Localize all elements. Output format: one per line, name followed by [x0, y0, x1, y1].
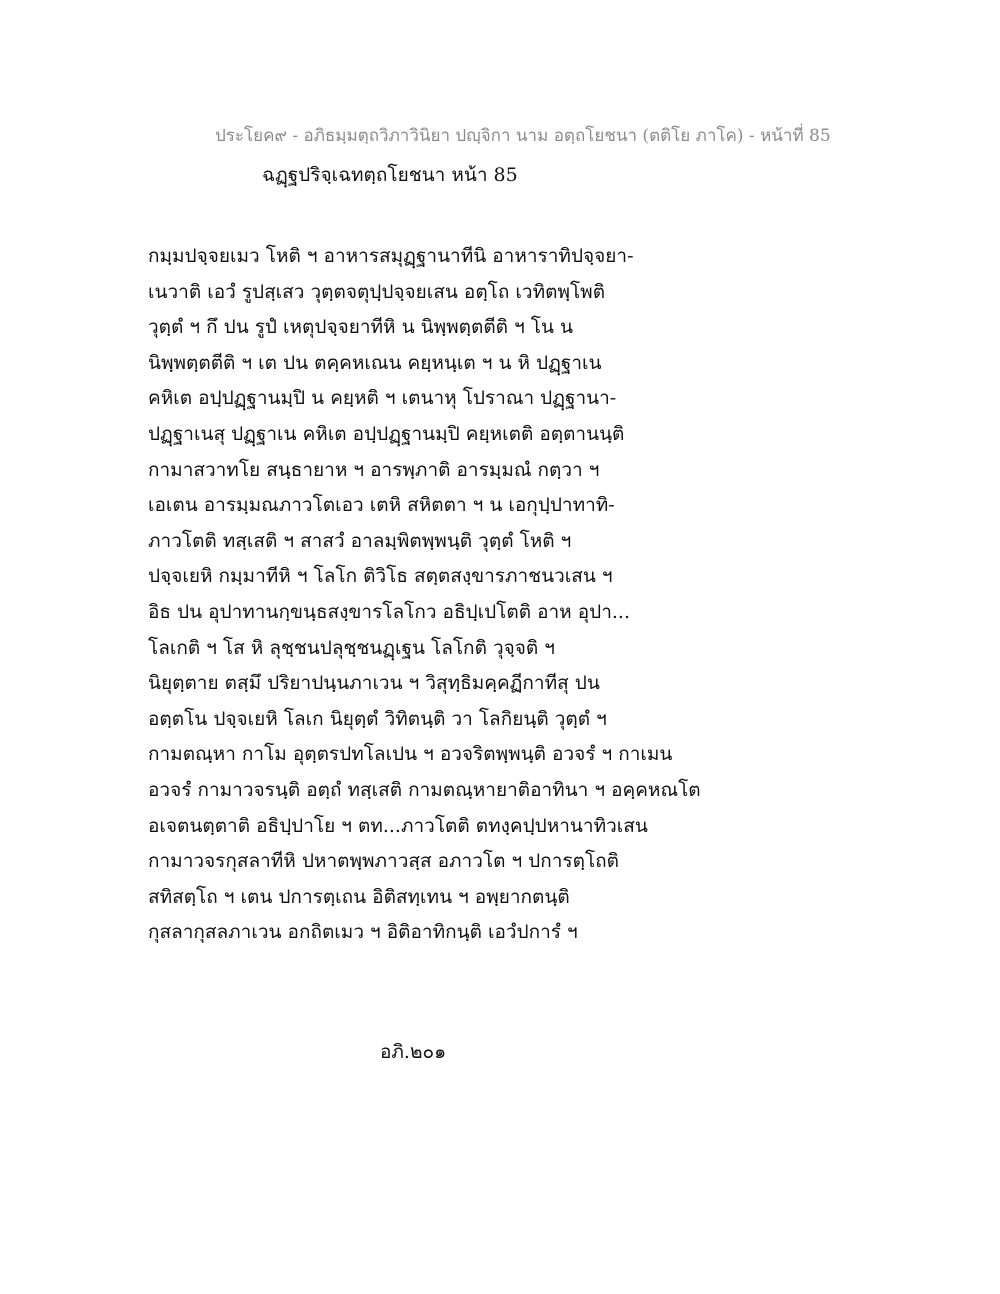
- text-line: กามาวจรกุสลาทีหิ ปหาตพฺพภาวสฺส อภาวโต ฯ ปการตฺโถติ: [148, 850, 620, 873]
- page-folio: อภิ.๒๐๑: [380, 1041, 447, 1063]
- text-line: นิพฺพตฺตตีติ ฯ เต ปน ตคฺคหเณน คยฺหนฺเต ฯ น หิ ปฏฺฐาเน: [148, 351, 602, 374]
- text-line: โลเกติ ฯ โส หิ ลุชฺชนปลุชฺชนฏฺเฐน โลโกติ วุจฺจติ ฯ: [148, 636, 555, 659]
- text-line: กมฺมปจฺจยเมว โหติ ฯ อาหารสมุฏฺฐานาทีนิ อาหาราทิปจฺจยา-: [148, 245, 634, 267]
- text-line: นิยุตฺตาย ตสฺมึ ปริยาปนฺนภาเวน ฯ วิสุทฺธิมคฺคฏีกาทีสุ ปน: [148, 672, 600, 695]
- body-text: [148, 239, 868, 951]
- text-line: อเจตนตฺตาติ อธิปฺปาโย ฯ ตท...ภาวโตติ ตทงฺคปฺปหานาทิวเสน: [148, 814, 648, 837]
- text-line: กามาสวาทโย สนฺธายาห ฯ อารพฺภาติ อารมฺมณํ กตฺวา ฯ: [148, 458, 600, 481]
- text-line: สทิสตฺโถ ฯ เตน ปการตฺเถน อิติสทฺเทน ฯ อพฺยากตนฺติ: [148, 885, 570, 908]
- text-line: กุสลากุสลภาเวน อกถิตเมว ฯ อิติอาทิกนฺติ เอวํปการํ ฯ: [148, 921, 578, 944]
- text-line: อตฺตโน ปจฺจเยหิ โลเก นิยุตฺตํ วิทิตนฺติ วา โลกิยนฺติ วุตฺตํ ฯ: [148, 707, 607, 730]
- text-line: ปจฺจเยหิ กมฺมาทีหิ ฯ โลโก ติวิโธ สตฺตสงฺขารภาชนวเสน ฯ: [148, 565, 613, 588]
- text-line: ภาวโตติ ทสฺเสติ ฯ สาสวํ อาลมฺพิตพฺพนฺติ วุตฺตํ โหติ ฯ: [148, 529, 572, 552]
- section-title: ฉฏฺฐปริจฺเฉทตฺถโยชนา หน้า 85: [262, 164, 518, 186]
- running-header: ประโยค๙ - อภิธมฺมตฺถวิภาวินิยา ปญฺจิกา นาม อตฺถโยชนา (ตติโย ภาโค) - หน้าที่ 85: [215, 126, 831, 146]
- text-line: เนวาติ เอวํ รูปสฺเสว วุตฺตจตุปฺปจฺจยเสน อตฺโถ เวทิตพฺโพติ: [148, 280, 606, 303]
- text-line: กามตณฺหา กาโม อุตฺตรปทโลเปน ฯ อวจริตพฺพนฺติ อวจรํ ฯ กาเมน: [148, 743, 673, 766]
- text-line: วุตฺตํ ฯ กึ ปน รูปํ เหตุปจฺจยาทีหิ น นิพฺพตฺตตีติ ฯ โน น: [148, 316, 573, 339]
- text-line: คหิเต อปฺปฏฺฐานมฺปิ น คยฺหติ ฯ เตนาหุ โปราณา ปฏฺฐานา-: [148, 387, 617, 410]
- text-line: อวจรํ กามาวจรนฺติ อตฺถํ ทสฺเสติ กามตณฺหายาติอาทินา ฯ อคฺคหณโต: [148, 778, 701, 801]
- text-line: เอเตน อารมฺมณภาวโตเอว เตหิ สหิตตา ฯ น เอกุปฺปาทาทิ-: [148, 494, 615, 517]
- text-line: ปฏฺฐาเนสุ ปฏฺฐาเน คหิเต อปฺปฏฺฐานมฺปิ คยฺหเตติ อตฺตานนฺติ: [148, 422, 625, 445]
- text-line: อิธ ปน อุปาทานกฺขนฺธสงฺขารโลโกว อธิปฺเปโตติ อาห อุปา...: [148, 600, 630, 623]
